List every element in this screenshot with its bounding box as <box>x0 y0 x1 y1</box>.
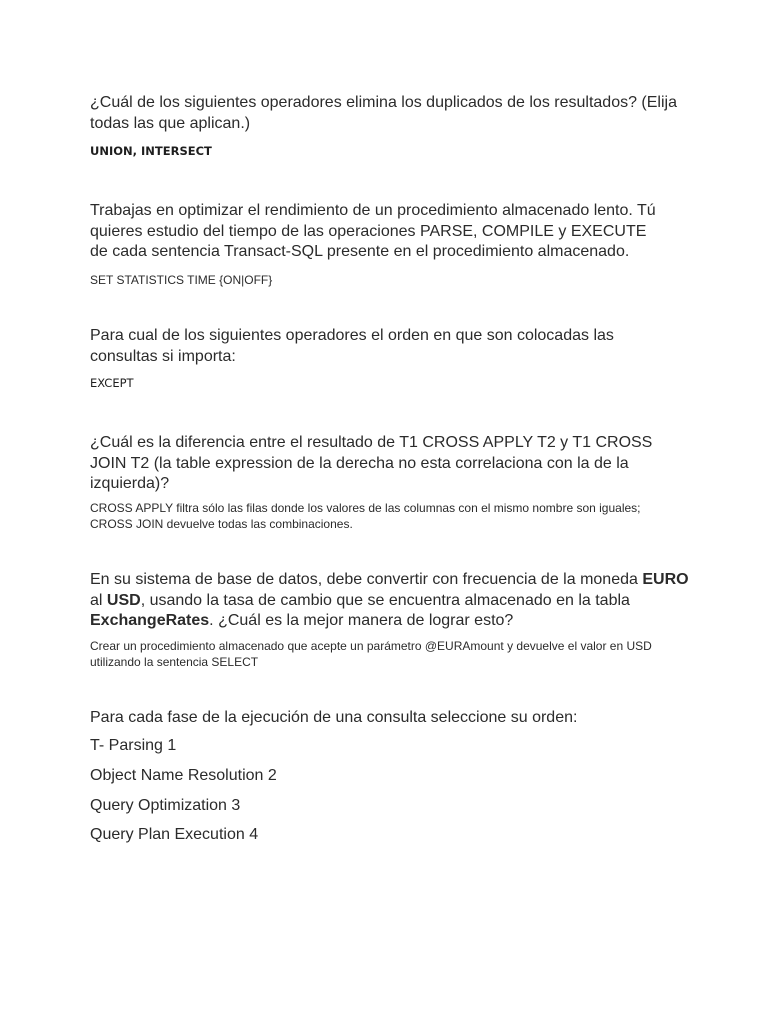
question-5 <box>90 570 690 632</box>
question-5-usd: USD <box>106 591 141 609</box>
step-4: Query Plan Execution 4 <box>90 826 259 843</box>
question-5-part-2: al <box>90 591 107 609</box>
question-2-text: Trabajas en optimizar el rendimiento de un procedimiento almacenado lento. Tú quieres estudio del tiempo de las operaciones PARSE, COMPILE y EXECUTE de cada sentencia Transact-SQL presente en el procedimiento almacenado. <box>90 202 656 260</box>
answer-3 <box>90 375 690 391</box>
question-3-text: Para cual de los siguientes operadores el orden en que son colocadas las consultas si importa: <box>90 327 614 365</box>
answer-3-text: EXCEPT <box>90 376 134 390</box>
answer-2 <box>90 272 690 288</box>
question-1-text: ¿Cuál de los siguientes operadores elimina los duplicados de los resultados? (Elija todas las que aplican.) <box>90 94 677 132</box>
answer-5-text: Crear un procedimiento almacenado que acepte un parámetro @EURAmount y devuelve el valor en USD utilizando la sentencia SELECT <box>90 639 652 669</box>
question-4-text: ¿Cuál es la diferencia entre el resultado de T1 CROSS APPLY T2 y T1 CROSS JOIN T2 (la table expression de la derecha no esta correlaciona con la de la izquierda)? <box>90 434 653 492</box>
question-6 <box>90 708 690 729</box>
answer-1-text: UNION, INTERSECT <box>90 144 212 158</box>
question-6-text: Para cada fase de la ejecución de una consulta seleccione su orden: <box>90 709 578 726</box>
answer-5 <box>90 638 690 670</box>
question-5-table-name: ExchangeRates <box>90 612 210 629</box>
question-4 <box>90 433 690 495</box>
answer-2-text: SET STATISTICS TIME {ON|OFF} <box>90 273 273 287</box>
question-1 <box>90 93 690 134</box>
step-1: T- Parsing 1 <box>90 737 177 754</box>
question-5-text <box>90 570 690 632</box>
question-5-part-4: . ¿Cuál es la mejor manera de lograr esto? <box>209 612 514 629</box>
step-2: Object Name Resolution 2 <box>90 767 277 784</box>
question-5-part-3: , usando la tasa de cambio que se encuentra almacenado en la tabla <box>140 591 630 609</box>
question-5-euro: EURO <box>642 571 689 588</box>
question-3 <box>90 326 690 367</box>
answer-1 <box>90 143 690 159</box>
question-5-part-1: En su sistema de base de datos, debe convertir con frecuencia de la moneda <box>90 571 643 588</box>
step-3: Query Optimization 3 <box>90 797 241 814</box>
answer-4 <box>90 500 690 532</box>
question-2 <box>90 201 690 263</box>
answer-4-text: CROSS APPLY filtra sólo las filas donde los valores de las columnas con el mismo nombre son iguales; CROSS JOIN devuelve todas las combinaciones. <box>90 501 641 531</box>
